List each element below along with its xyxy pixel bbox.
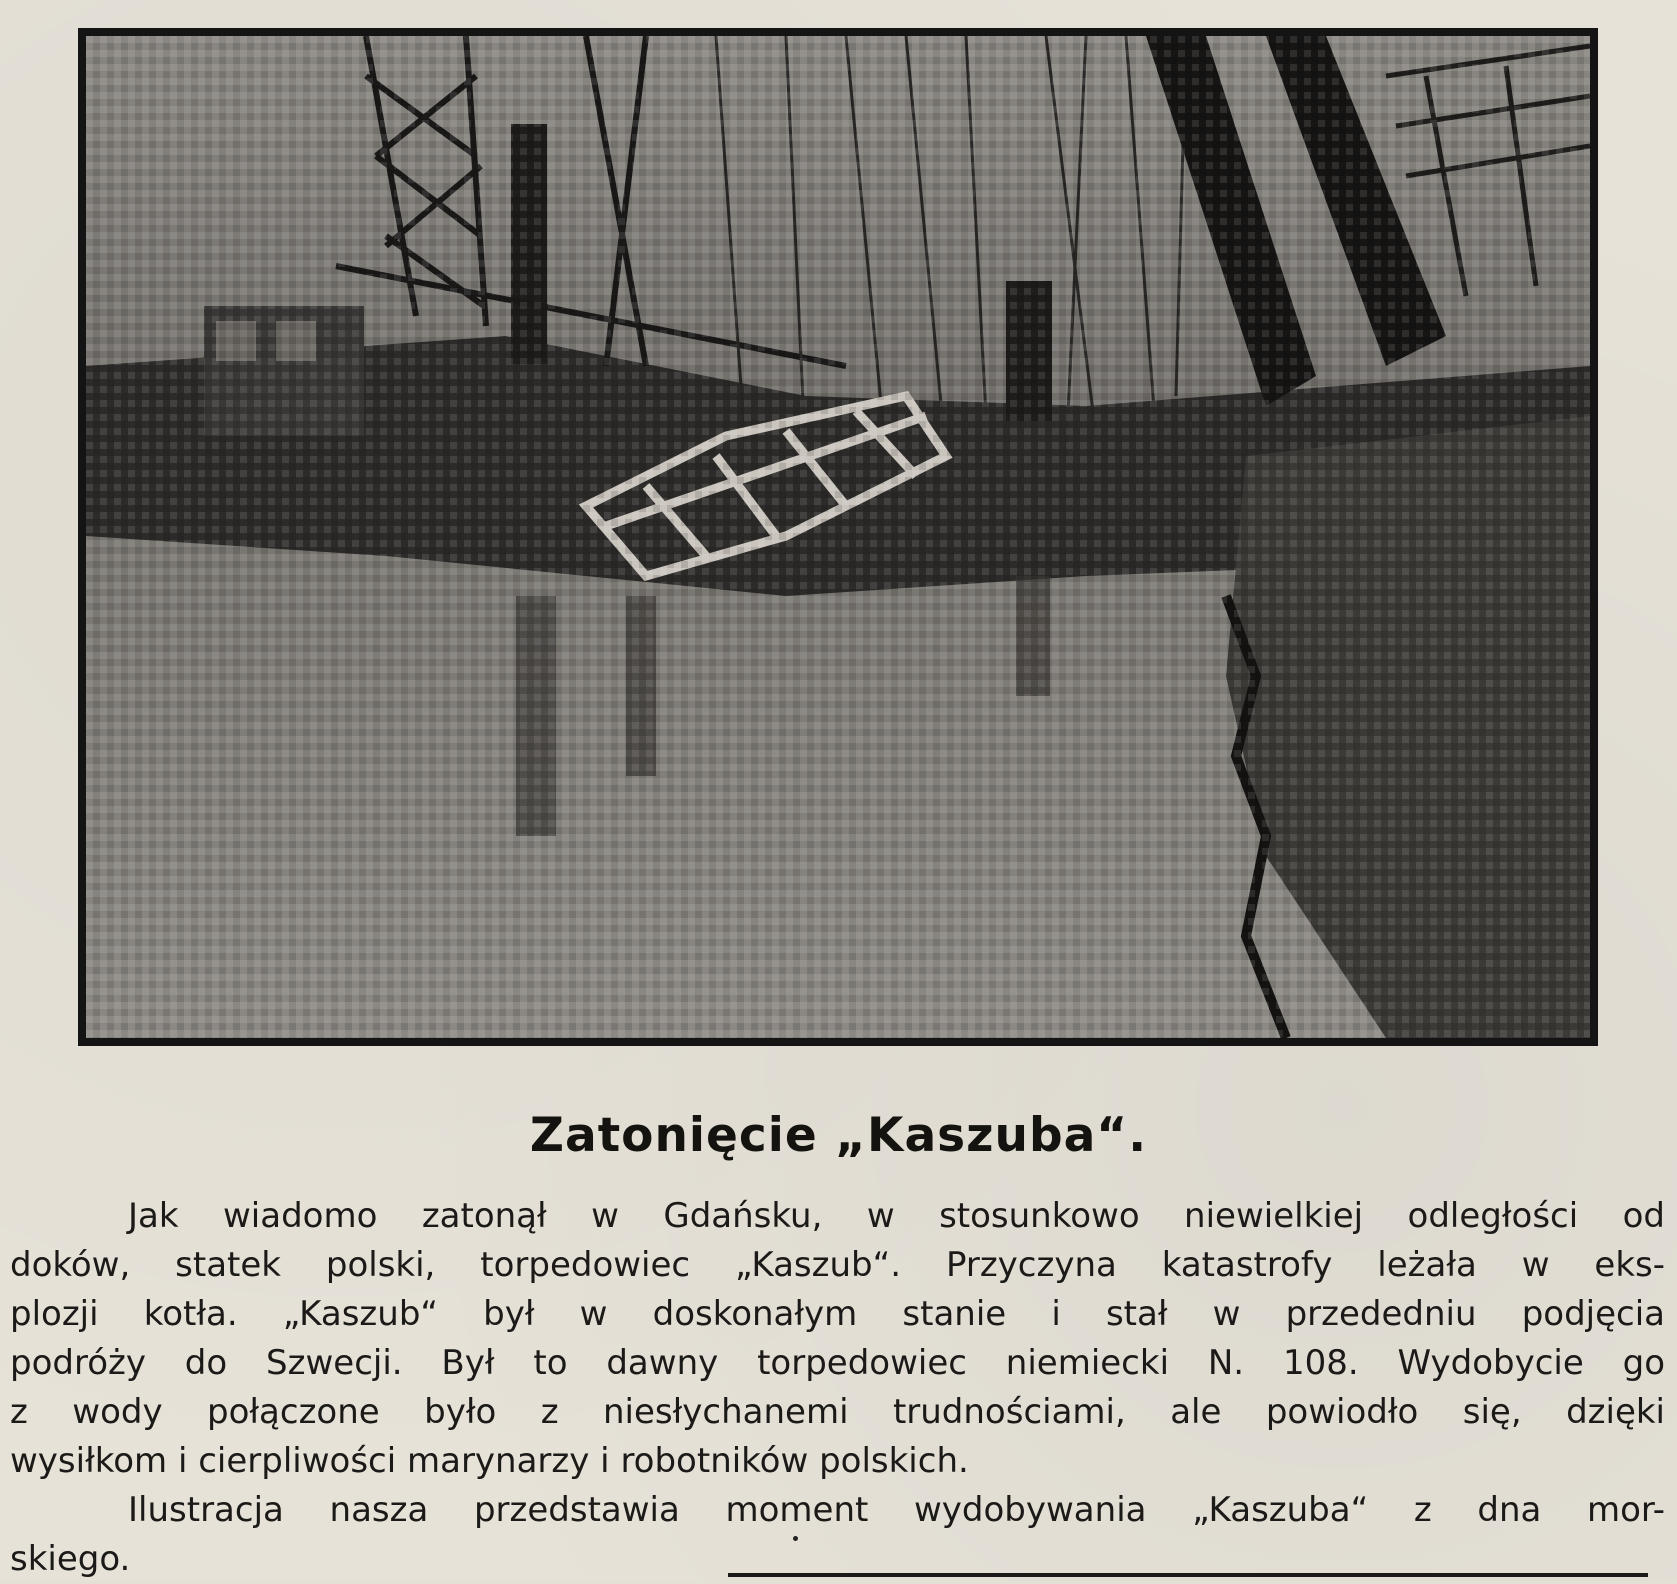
- print-speck: [793, 1536, 798, 1541]
- article-line: Jak wiadomo zatonął w Gdańsku, w stosunkowo niewielkiej odległości od: [128, 1196, 1665, 1236]
- article-line: wysiłkom i cierpliwości marynarzy i robotników polskich.: [10, 1441, 969, 1481]
- article-body: [10, 1192, 1665, 1584]
- article-line: skiego.: [10, 1539, 131, 1579]
- article-line: doków, statek polski, torpedowiec „Kaszub“. Przyczyna katastrofy leżała w eks-: [10, 1245, 1665, 1285]
- article-line: Ilustracja nasza przedstawia moment wydobywania „Kaszuba“ z dna mor-: [128, 1490, 1665, 1530]
- bottom-rule: [728, 1573, 1648, 1577]
- article-line: z wody połączone było z niesłychanemi trudnościami, ale powiodło się, dzięki: [10, 1392, 1665, 1432]
- article-photo: [78, 28, 1598, 1046]
- article-line: plozji kotła. „Kaszub“ był w doskonałym stanie i stał w przededniu podjęcia: [10, 1294, 1665, 1334]
- article-line: podróży do Szwecji. Był to dawny torpedowiec niemiecki N. 108. Wydobycie go: [10, 1343, 1665, 1383]
- article-title: Zatonięcie „Kaszuba“.: [529, 1108, 1148, 1163]
- harbour-salvage-image: [86, 36, 1590, 1038]
